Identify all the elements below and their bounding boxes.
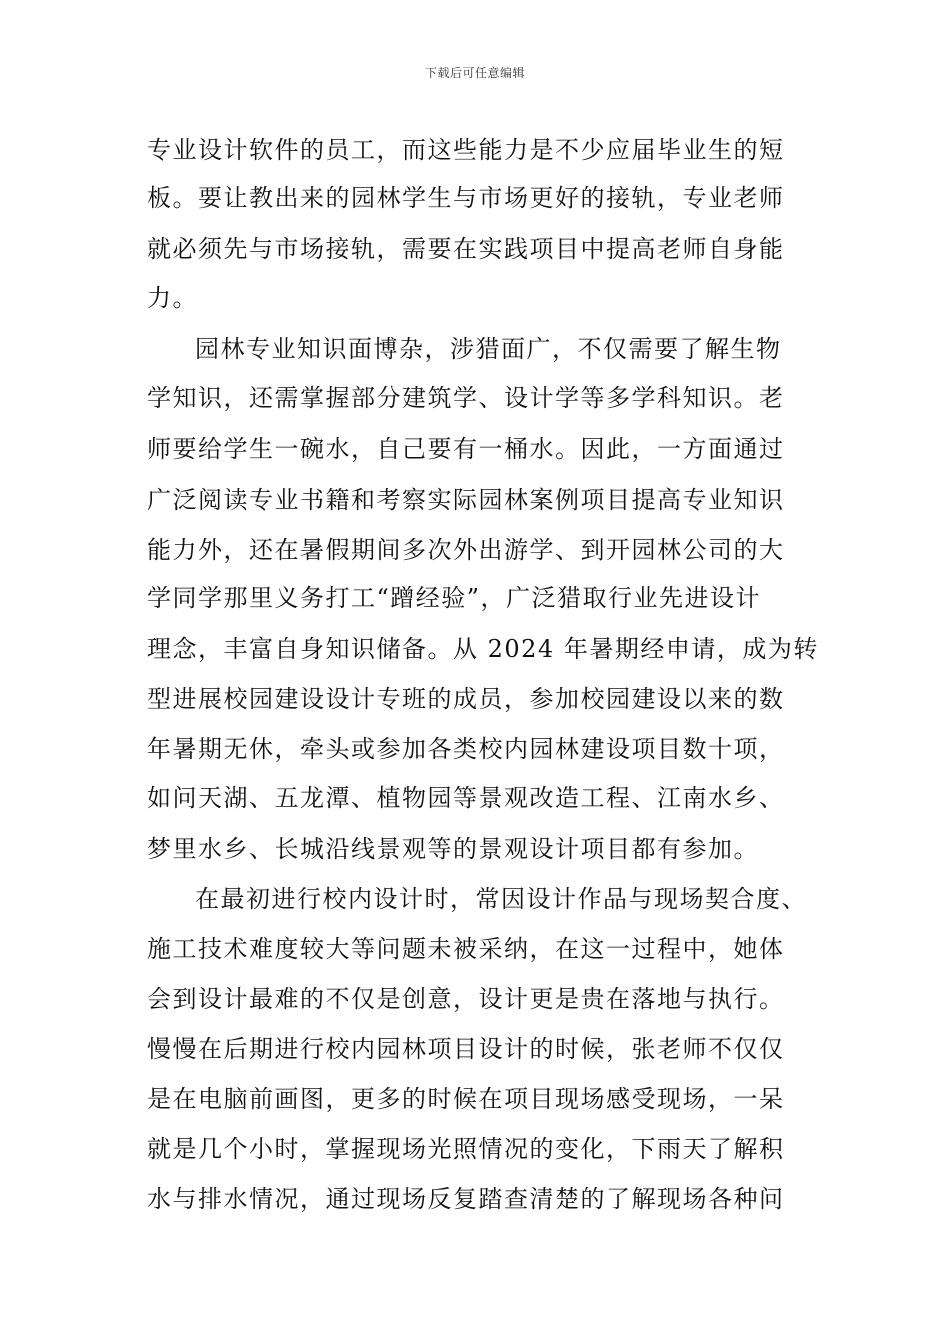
text-line: 年暑期无休，牵头或参加各类校内园林建设项目数十项， [147,735,785,763]
text-line: 理念，丰富自身知识储备。从 2024 年暑期经申请，成为转 [147,635,819,663]
text-line: 会到设计最难的不仅是创意，设计更是贵在落地与执行。 [147,985,785,1013]
text-line: 梦里水乡、长城沿线景观等的景观设计项目都有参加。 [147,835,759,863]
text-line: 板。要让教出来的园林学生与市场更好的接轨，专业老师 [147,184,785,212]
text-line: 慢慢在后期进行校内园林项目设计的时候，张老师不仅仅 [147,1035,785,1063]
text-line: 广泛阅读专业书籍和考察实际园林案例项目提高专业知识 [147,486,785,514]
paragraph-first-line: 在最初进行校内设计时，常因设计作品与现场契合度、 [195,885,807,913]
text-line: 师要给学生一碗水，自己要有一桶水。因此，一方面通过 [147,435,785,463]
text-line: 就是几个小时，掌握现场光照情况的变化，下雨天了解积 [147,1135,785,1163]
paragraph-first-line: 园林专业知识面博杂，涉猎面广，不仅需要了解生物 [195,335,782,363]
text-line: 型进展校园建设设计专班的成员，参加校园建设以来的数 [147,685,785,713]
text-line: 专业设计软件的员工，而这些能力是不少应届毕业生的短 [147,136,785,164]
text-line: 力。 [147,284,198,312]
text-line: 施工技术难度较大等问题未被采纳，在这一过程中，她体 [147,935,785,963]
text-line: 学知识，还需掌握部分建筑学、设计学等多学科知识。老 [147,384,785,412]
text-line: 就必须先与市场接轨，需要在实践项目中提高老师自身能 [147,235,785,263]
text-line: 能力外，还在暑假期间多次外出游学、到开园林公司的大 [147,536,785,564]
text-line: 水与排水情况，通过现场反复踏查清楚的了解现场各种问 [147,1185,785,1213]
text-line: 是在电脑前画图，更多的时候在项目现场感受现场，一呆 [147,1085,785,1113]
text-line: 学同学那里义务打工“蹭经验”，广泛猎取行业先进设计 [147,584,762,612]
page-header: 下载后可任意编辑 [424,66,525,80]
text-line: 如问天湖、五龙潭、植物园等景观改造工程、江南水乡、 [147,784,785,812]
